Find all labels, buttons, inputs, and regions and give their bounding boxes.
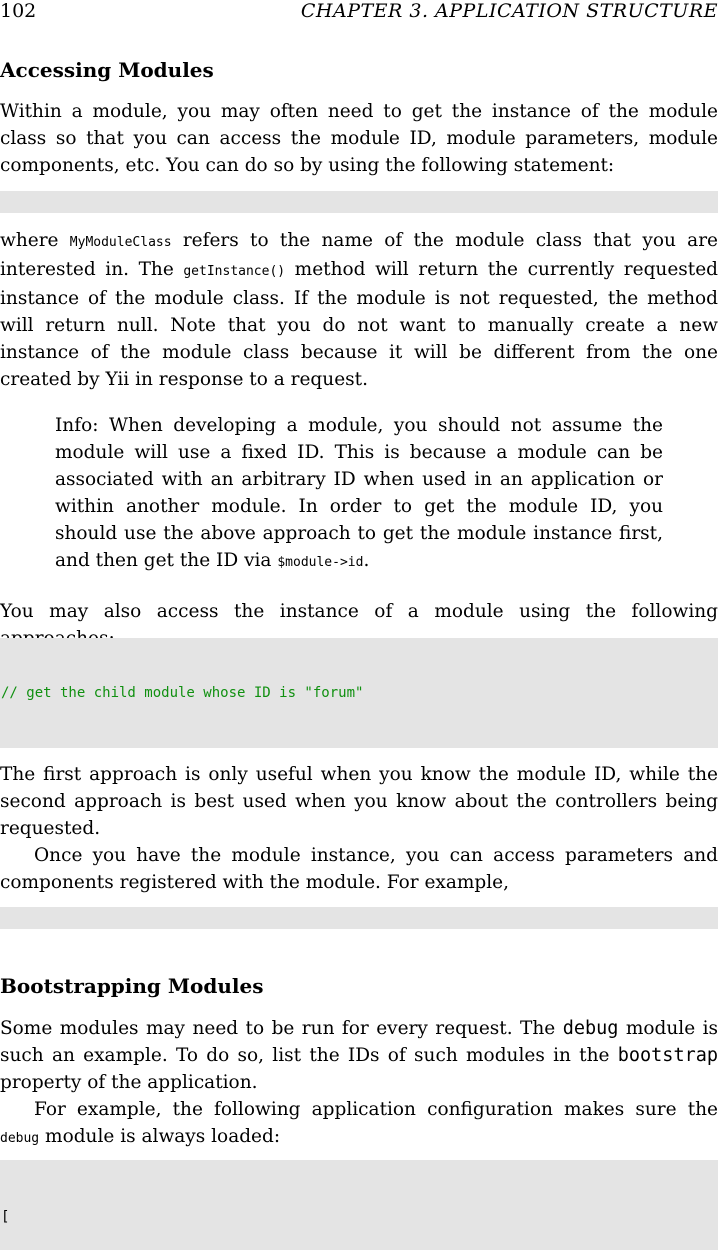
inline-code: getInstance()	[183, 264, 286, 279]
paragraph-first-approach: The first approach is only useful when you know the module ID, while the second approach is best used when you know about the controllers being requested.	[0, 764, 718, 839]
section-title-accessing-modules: Accessing Modules	[0, 58, 214, 82]
paragraph-config: For example, the following application configuration makes sure the debug module is always loaded:	[0, 1099, 718, 1147]
inline-code: $module->id	[277, 555, 364, 570]
info-note: Info: When developing a module, you should not assume the module will use a fixed ID. This is because a module can be associated with an arbitrary ID when used in an application or within another module. In order to get the module ID, you should use the above approach to get the module instance first, and then get the ID via $module->id.	[55, 415, 663, 571]
paragraph-where: where MyModuleClass refers to the name of the module class that you are interested in. The getInstance() method will return the currently requested instance of the module class. If the module is not requested, the method will return null. Note that you do not want to manually create a new instance of the module class because it will be different from the one created by Yii in response to a request.	[0, 230, 718, 390]
code-comment: // get the child module whose ID is "forum"	[1, 685, 364, 701]
paragraph-approaches: You may also access the instance of a module using the following	[0, 601, 718, 622]
inline-code: debug	[562, 1018, 619, 1039]
paragraph-bootstrapping: Some modules may need to be run for every request. The debug module is such an example. To do so, list the IDs of such modules in the bootstrap property of the application.	[0, 1018, 718, 1093]
inline-code: bootstrap	[617, 1045, 718, 1066]
code-line: [	[1, 1209, 10, 1225]
section-title-bootstrapping-modules: Bootstrapping Modules	[0, 974, 264, 998]
code-block-get-instance	[0, 191, 718, 213]
code-block-bootstrap-config	[0, 1160, 718, 1250]
page-header	[0, 0, 718, 24]
page-number: 102	[0, 0, 37, 22]
chapter-title: CHAPTER 3. APPLICATION STRUCTURE	[300, 0, 718, 22]
code-block-params	[0, 907, 718, 929]
paragraph-intro: Within a module, you may often need to get the instance of the module class so that you can access the module ID, module parameters, module components, etc. You can do so by using the following statement:	[0, 101, 718, 176]
inline-code: MyModuleClass	[69, 235, 172, 250]
inline-code: debug	[0, 1131, 40, 1146]
paragraph-module-instance: Once you have the module instance, you can access parameters and components registered with the module. For example,	[0, 845, 718, 893]
code-block-get-module	[0, 638, 718, 748]
